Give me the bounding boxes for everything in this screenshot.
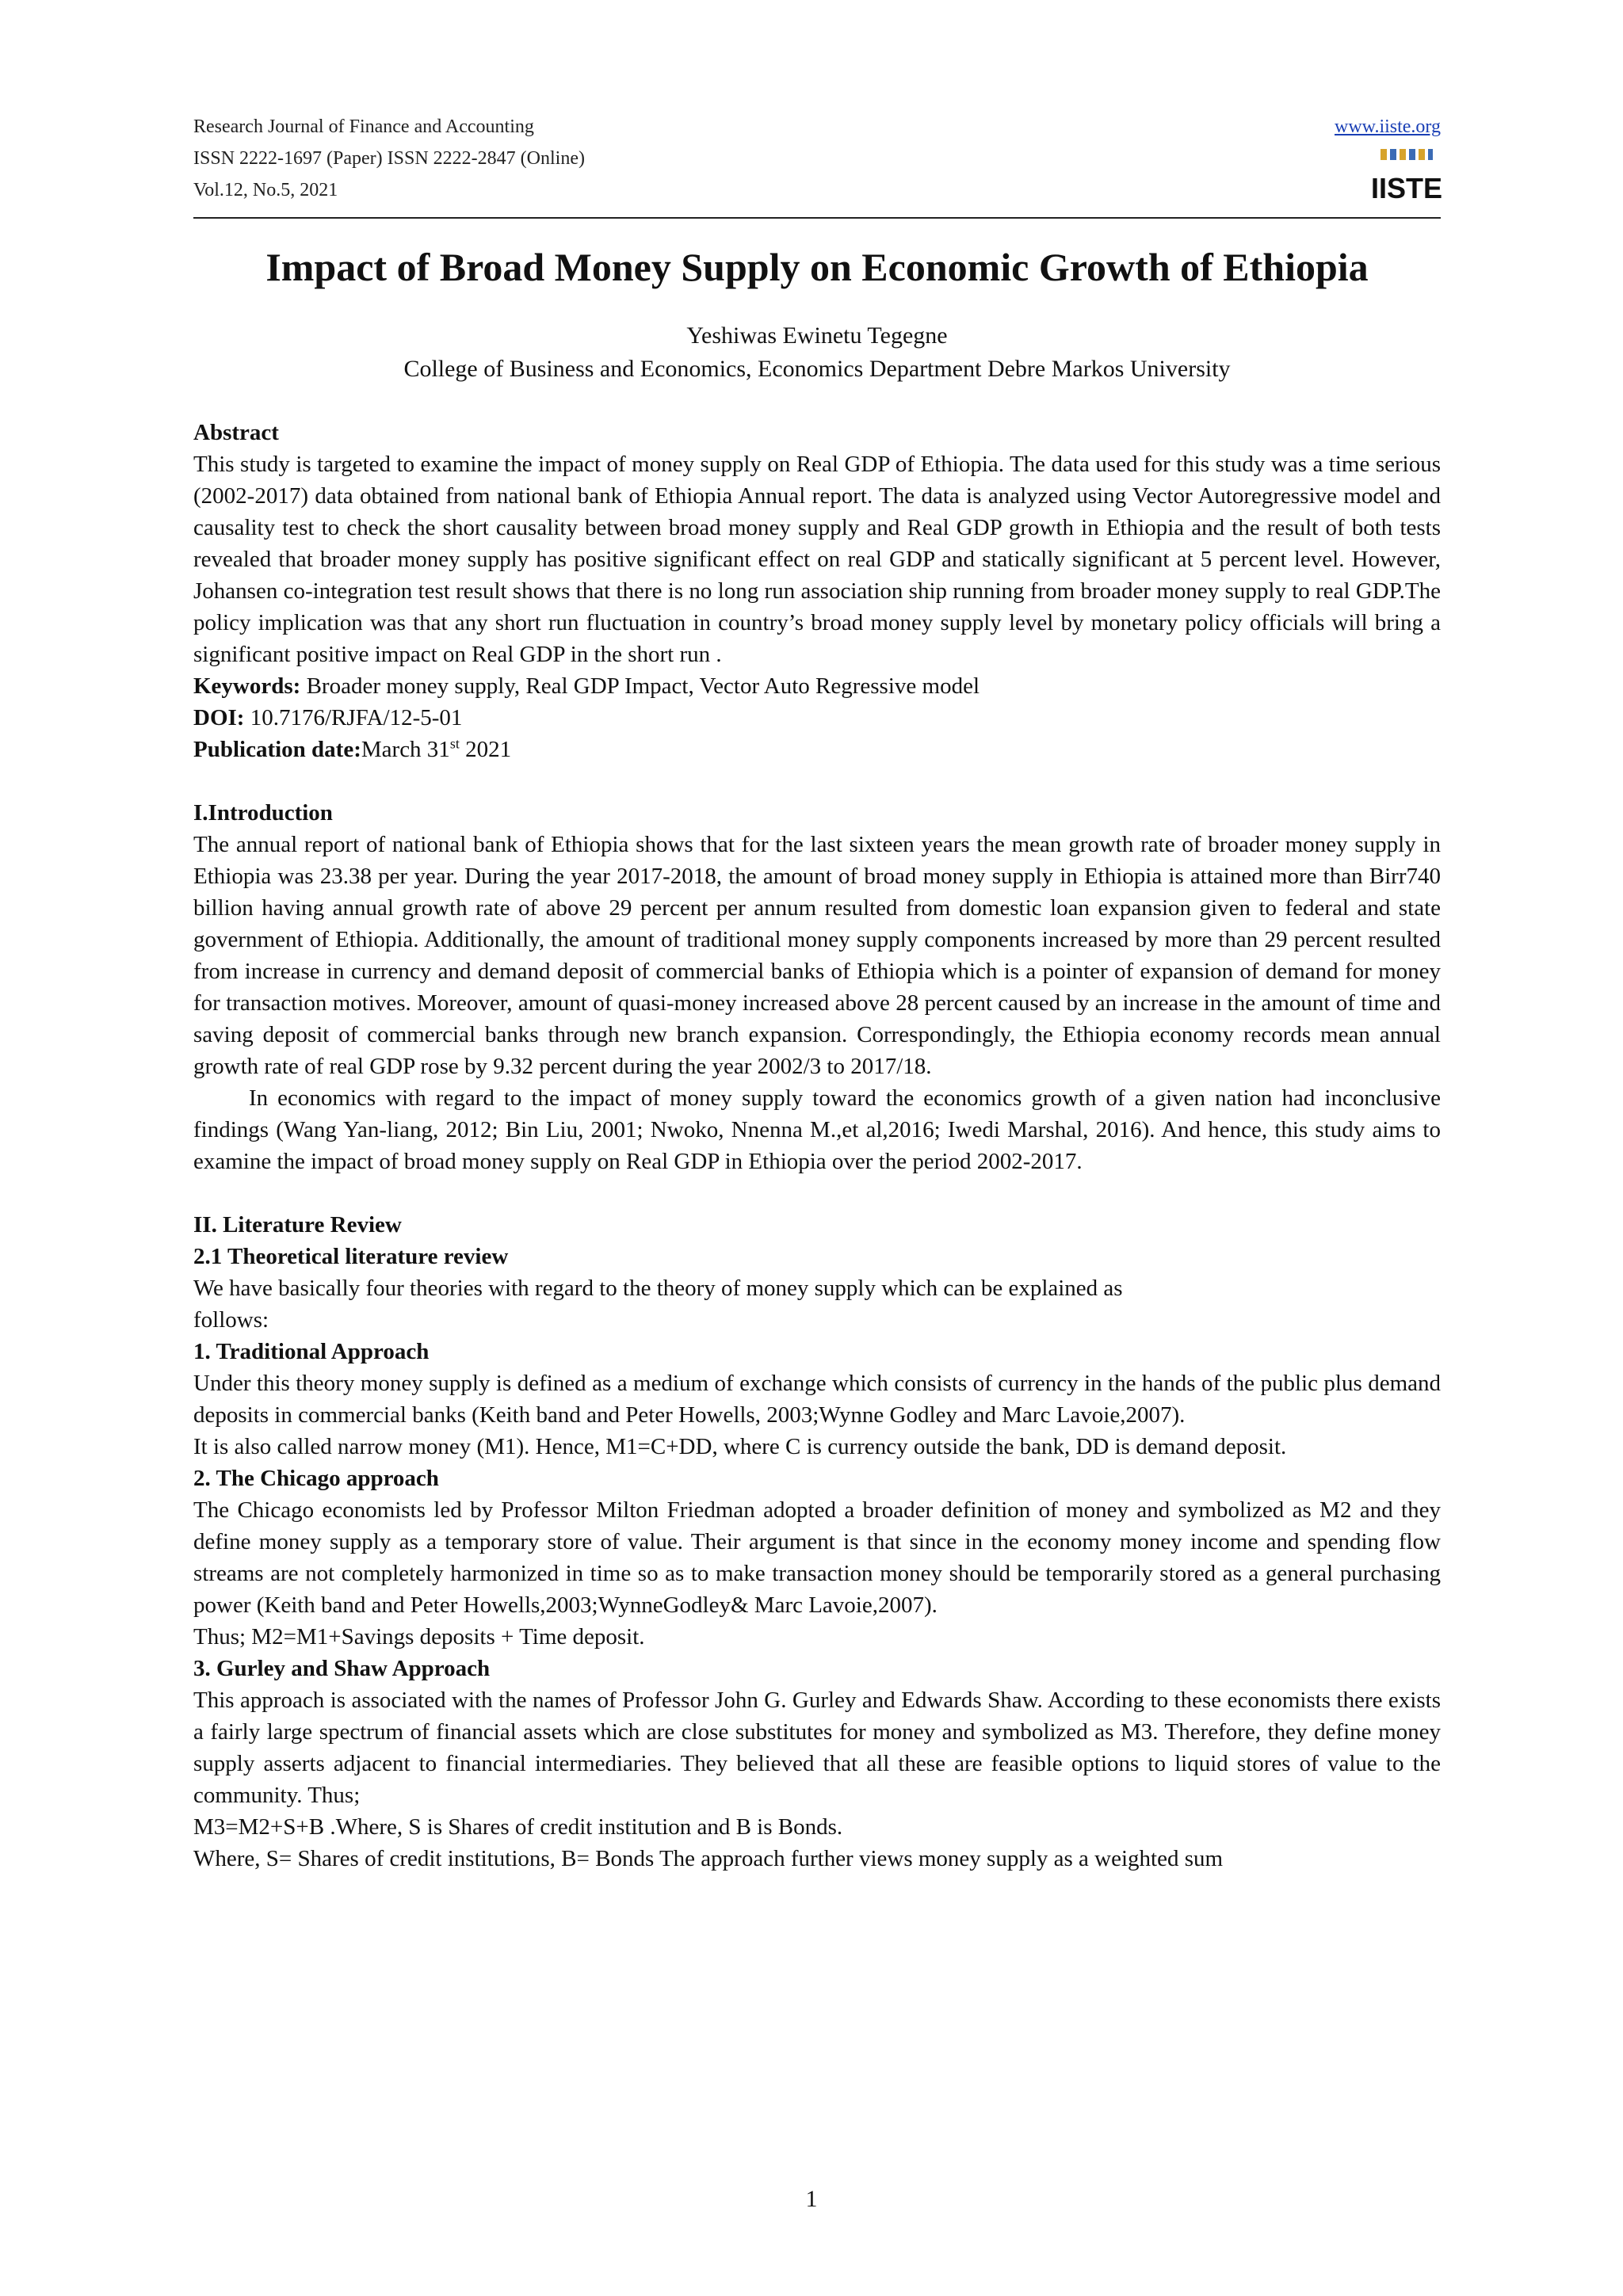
lit-review-subheading: 2.1 Theoretical literature review [193, 1244, 509, 1269]
gurley-shaw-p1: This approach is associated with the names of Professor John G. Gurley and Edwards Shaw. According to these economists there exists a fairly large spectrum of financial assets which are close substitutes for money and symbolized as M3. Therefore, they define money supply asserts adjacent to financial intermediaries. They believed that all these are feasible options to liquid stores of value to the community. Thus; [193, 1688, 1441, 1808]
chicago-approach-p2: Thus; M2=M1+Savings deposits + Time deposit. [193, 1624, 645, 1650]
keywords-label: Keywords: [193, 673, 301, 699]
abstract-text: This study is targeted to examine the impact of money supply on Real GDP of Ethiopia. The data used for this study was a time serious (2002-2017) data obtained from national bank of Ethiopia Annual report. The data is analyzed using Vector Autoregressive model and causality test to check the short causality between broad money supply and Real GDP growth in Ethiopia and the result of both tests revealed that broader money supply has positive significant effect on real GDP and statically significant at 5 percent level. However, Johansen co-integration test result shows that there is no long run association ship running from broader money supply to real GDP.The policy implication was that any short run fluctuation in country’s broad money supply level by monetary policy officials will bring a significant positive impact on Real GDP in the short run . [193, 452, 1441, 667]
gurley-shaw-heading: 3. Gurley and Shaw Approach [193, 1656, 491, 1681]
header-divider [193, 217, 1441, 219]
intro-paragraph-1: The annual report of national bank of Ethiopia shows that for the last sixteen years the mean growth rate of broader money supply in Ethiopia was 23.38 per year. During the year 2017-2018, the amount of broad money supply in Ethiopia is attained more than Birr740 billion having annual growth rate of above 29 percent per annum resulted from domestic loan expansion given to federal and state government of Ethiopia. Additionally, the amount of traditional money supply components increased by more than 29 percent resulted from increase in currency and demand deposit of commercial banks of Ethiopia which is a pointer of expansion of demand for money for transaction motives. Moreover, amount of quasi-money increased above 28 percent caused by an increase in the amount of time and saving deposit of commercial banks through new branch expansion. Correspondingly, the Ethiopia economy records mean annual growth rate of real GDP rose by 9.32 percent during the year 2002/3 to 2017/18. [193, 832, 1441, 1079]
iiste-logo [1370, 147, 1443, 204]
website-link[interactable]: www.iiste.org [1335, 116, 1441, 137]
keywords-value: Broader money supply, Real GDP Impact, Vector Auto Regressive model [300, 673, 980, 699]
intro-heading: I.Introduction [193, 800, 333, 826]
logo-text: IISTE [1370, 172, 1443, 204]
doi-label: DOI: [193, 705, 245, 730]
pubdate-value: March 31 [361, 737, 450, 762]
chicago-approach-heading: 2. The Chicago approach [193, 1466, 439, 1491]
paper-body [193, 417, 1441, 1875]
gurley-shaw-p3: Where, S= Shares of credit institutions, B= Bonds The approach further views money supply as a weighted sum [193, 1846, 1224, 1871]
journal-issn: ISSN 2222-1697 (Paper) ISSN 2222-2847 (Online) [193, 148, 585, 169]
pubdate-label: Publication date: [193, 737, 361, 762]
pubdate-year: 2021 [459, 737, 512, 762]
keywords-line [193, 670, 1441, 702]
doi-line [193, 702, 1441, 734]
lit-lead-line-2: follows: [193, 1307, 269, 1333]
journal-website [1335, 114, 1441, 139]
page-number: 1 [805, 2186, 818, 2212]
doi-value[interactable]: 10.7176/RJFA/12-5-01 [244, 705, 463, 730]
journal-volume: Vol.12, No.5, 2021 [193, 180, 338, 200]
paper-title: Impact of Broad Money Supply on Economic Growth of Ethiopia [265, 245, 1369, 289]
lit-review-heading: II. Literature Review [193, 1212, 402, 1238]
abstract-heading: Abstract [193, 420, 279, 445]
gurley-shaw-p2: M3=M2+S+B .Where, S is Shares of credit institution and B is Bonds. [193, 1814, 843, 1840]
author-affiliation: College of Business and Economics, Economics Department Debre Markos University [403, 356, 1231, 382]
intro-paragraph-2: In economics with regard to the impact of money supply toward the economics growth of a given nation had inconclusive findings (Wang Yan-liang, 2012; Bin Liu, 2001; Nwoko, Nnenna M.,et al,2016; Iwedi Marshal, 2016). And hence, this study aims to examine the impact of broad money supply on Real GDP in Ethiopia over the period 2002-2017. [193, 1085, 1441, 1174]
pubdate-suffix: st [449, 735, 460, 752]
traditional-approach-heading: 1. Traditional Approach [193, 1339, 430, 1364]
traditional-approach-p2: It is also called narrow money (M1). Hence, M1=C+DD, where C is currency outside the bank, DD is demand deposit. [193, 1434, 1287, 1459]
traditional-approach-p1: Under this theory money supply is defined as a medium of exchange which consists of currency in the hands of the public plus demand deposits in commercial banks (Keith band and Peter Howells, 2003;Wynne Godley and Marc Lavoie,2007). [193, 1371, 1441, 1428]
lit-lead-line-1: We have basically four theories with regard to the theory of money supply which can be explained as [193, 1276, 1123, 1301]
author-name: Yeshiwas Ewinetu Tegegne [686, 322, 948, 349]
journal-name: Research Journal of Finance and Accounting [193, 116, 534, 137]
pubdate-line [193, 734, 1441, 765]
chicago-approach-p1: The Chicago economists led by Professor Milton Friedman adopted a broader definition of money and symbolized as M2 and they define money supply as a temporary store of value. Their argument is that since in the economy money income and spending flow streams are not completely harmonized in time so as to make transaction money should be temporarily stored as a general purchasing power (Keith band and Peter Howells,2003;WynneGodley& Marc Lavoie,2007). [193, 1497, 1441, 1618]
